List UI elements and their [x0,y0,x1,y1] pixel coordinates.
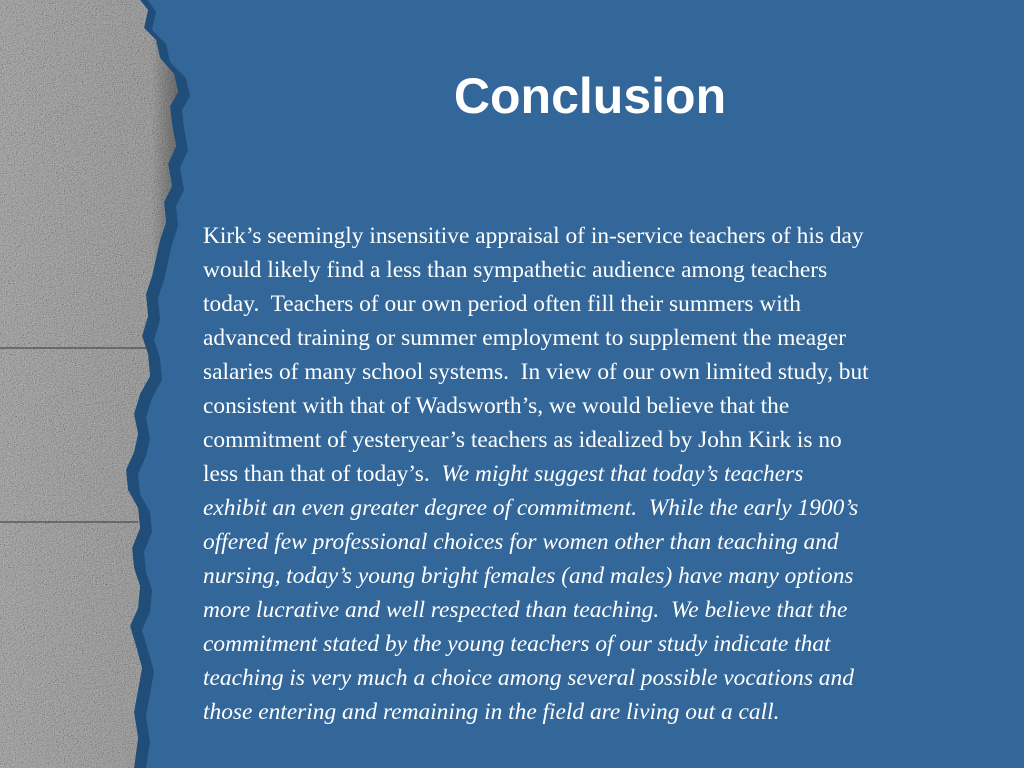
paragraph-line [203,457,1015,491]
paragraph-line [203,695,1015,729]
paragraph-text: Kirk’s seemingly insensitive appraisal of in-service teachers of his day [203,223,864,249]
conclusion-paragraph [203,219,1015,729]
paragraph-line [203,321,1015,355]
paragraph-text: commitment of yesteryear’s teachers as idealized by John Kirk is no [203,427,842,453]
paragraph-italic-text: exhibit an even greater degree of commitment. While the early 1900’s [203,495,859,521]
paragraph-line [203,559,1015,593]
granite-stone-band [0,0,200,768]
paragraph-line [203,423,1015,457]
paragraph-italic-text: offered few professional choices for women other than teaching and [203,529,839,555]
paragraph-line [203,661,1015,695]
paragraph-italic-text: teaching is very much a choice among several possible vocations and [203,665,854,691]
paragraph-text: would likely find a less than sympathetic audience among teachers [203,257,828,283]
slide-title: Conclusion [453,68,727,124]
paragraph-line [203,389,1015,423]
paragraph-line [203,355,1015,389]
paragraph-italic-text: nursing, today’s young bright females (and males) have many options [203,563,854,589]
paragraph-line [203,593,1015,627]
paragraph-text: today. Teachers of our own period often fill their summers with [203,291,801,317]
paragraph-italic-text: commitment stated by the young teachers of our study indicate that [203,631,831,657]
paragraph-text: salaries of many school systems. In view of our own limited study, but [203,359,869,385]
paragraph-text: advanced training or summer employment to supplement the meager [203,325,847,351]
paragraph-line [203,287,1015,321]
paragraph-line [203,219,1015,253]
paragraph-italic-text: We might suggest that today’s teachers [441,461,804,487]
paragraph-italic-text: more lucrative and well respected than teaching. We believe that the [203,597,848,623]
paragraph-line [203,491,1015,525]
paragraph-text: consistent with that of Wadsworth’s, we would believe that the [203,393,790,419]
paragraph-line [203,253,1015,287]
paragraph-italic-text: those entering and remaining in the field are living out a call. [203,699,780,725]
paragraph-text: less than that of today’s. [203,461,442,487]
paragraph-line [203,525,1015,559]
paragraph-line [203,627,1015,661]
